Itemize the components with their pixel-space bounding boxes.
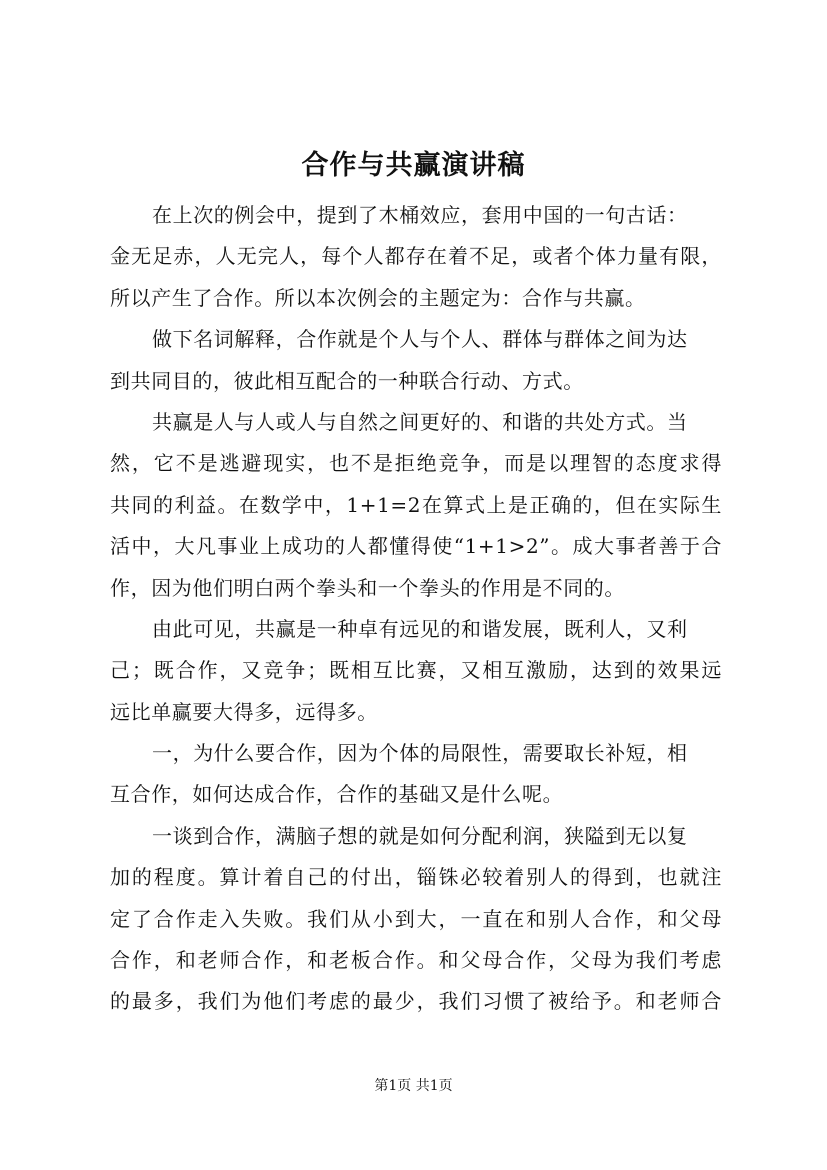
document-title: 合作与共赢演讲稿 bbox=[301, 150, 526, 181]
text-line: 然，它不是逃避现实，也不是拒绝竞争，而是以理智的态度求得 bbox=[110, 451, 722, 476]
text-line: 作，因为他们明白两个拳头和一个拳头的作用是不同的。 bbox=[110, 575, 625, 600]
text-line: 合作，和老师合作，和老板合作。和父母合作，父母为我们考虑 bbox=[110, 948, 722, 973]
text-line: 共同的利益。在数学中，1+1=2在算式上是正确的，但在实际生 bbox=[110, 492, 722, 517]
text-line: 一谈到合作，满脑子想的就是如何分配利润，狭隘到无以复 bbox=[152, 823, 688, 848]
text-line: 己；既合作，又竞争；既相互比赛，又相互激励，达到的效果远 bbox=[110, 658, 722, 683]
text-line: 一，为什么要合作，因为个体的局限性，需要取长补短，相 bbox=[152, 741, 688, 766]
text-line: 到共同目的，彼此相互配合的一种联合行动、方式。 bbox=[110, 368, 584, 393]
text-line: 远比单赢要大得多，远得多。 bbox=[110, 699, 378, 724]
text-line: 的最多，我们为他们考虑的最少，我们习惯了被给予。和老师合 bbox=[110, 989, 722, 1014]
page-number-footer: 第1页 共1页 bbox=[374, 1078, 453, 1094]
text-line: 共赢是人与人或人与自然之间更好的、和谐的共处方式。当 bbox=[152, 409, 688, 434]
text-line: 互合作，如何达成合作，合作的基础又是什么呢。 bbox=[110, 782, 564, 807]
text-line: 定了合作走入失败。我们从小到大，一直在和别人合作，和父母 bbox=[110, 906, 722, 931]
text-line: 由此可见，共赢是一种卓有远见的和谐发展，既利人，又利 bbox=[152, 616, 688, 641]
text-line: 活中，大凡事业上成功的人都懂得使“1+1>2”。成大事者善于合 bbox=[110, 534, 722, 559]
document-body bbox=[110, 195, 722, 1023]
text-line: 在上次的例会中，提到了木桶效应，套用中国的一句古话： bbox=[152, 203, 688, 227]
text-line: 做下名词解释，合作就是个人与个人、群体与群体之间为达 bbox=[152, 327, 688, 352]
text-line: 加的程度。算计着自己的付出，锱铢必较着别人的得到，也就注 bbox=[110, 865, 722, 890]
text-line: 所以产生了合作。所以本次例会的主题定为：合作与共赢。 bbox=[110, 285, 646, 310]
text-line: 金无足赤，人无完人，每个人都存在着不足，或者个体力量有限， bbox=[110, 244, 722, 269]
